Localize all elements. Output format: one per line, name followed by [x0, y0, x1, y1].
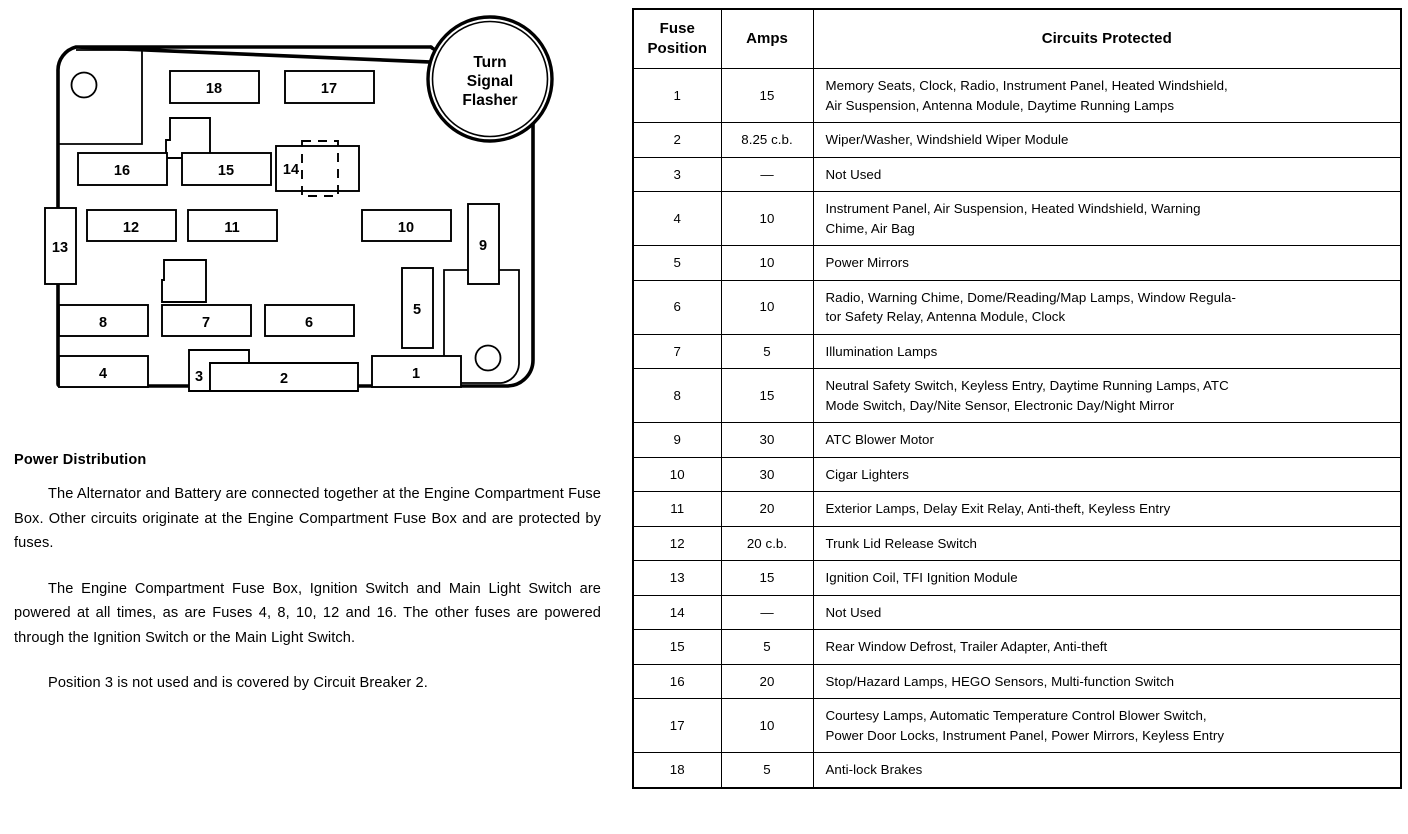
table-row [633, 157, 1401, 192]
table-row [633, 595, 1401, 630]
svg-text:4: 4 [98, 366, 108, 382]
relay-block-lower [162, 260, 206, 302]
svg-text:8: 8 [98, 315, 108, 331]
amps-cell: 15 [721, 561, 813, 596]
table-row [633, 123, 1401, 158]
amps-cell: 20 [721, 492, 813, 527]
circuits-line: Chime, Air Bag [825, 220, 915, 236]
table-row [633, 280, 1401, 334]
fuse-position-cell: 6 [633, 280, 721, 334]
svg-text:16: 16 [113, 163, 131, 179]
fuse-position-cell: 5 [633, 246, 721, 281]
fuse-position-cell: 18 [633, 753, 721, 788]
circuits-protected-cell [813, 69, 1401, 123]
circuits-line: Ignition Coil, TFI Ignition Module [825, 570, 1018, 585]
table-row [633, 334, 1401, 369]
circuits-line: Rear Window Defrost, Trailer Adapter, Anti-theft [825, 639, 1108, 654]
circuits-protected-cell [813, 492, 1401, 527]
circuits-protected-cell [813, 246, 1401, 281]
fuse-position-cell: 14 [633, 595, 721, 630]
fuse-table-head [633, 9, 1401, 69]
fuse-slot-14 [276, 141, 359, 196]
svg-text:1: 1 [411, 366, 421, 382]
column-header-circuits-protected: Circuits Protected [813, 9, 1401, 69]
circuits-protected-cell [813, 369, 1401, 423]
table-row [633, 246, 1401, 281]
amps-cell: 10 [721, 280, 813, 334]
circuits-protected-cell [813, 699, 1401, 753]
circuits-protected-cell [813, 753, 1401, 788]
table-row [633, 664, 1401, 699]
svg-text:2: 2 [279, 371, 289, 387]
fuse-slot-7 [162, 305, 251, 336]
table-row [633, 699, 1401, 753]
circuits-protected-cell [813, 157, 1401, 192]
circuits-line: Exterior Lamps, Delay Exit Relay, Anti-theft, Keyless Entry [825, 501, 1171, 516]
circuits-line: Wiper/Washer, Windshield Wiper Module [825, 132, 1069, 147]
circuits-line: Stop/Hazard Lamps, HEGO Sensors, Multi-function Switch [825, 673, 1175, 689]
fuse-position-cell: 11 [633, 492, 721, 527]
fuse-slot-18 [170, 71, 259, 103]
fuse-position-cell: 2 [633, 123, 721, 158]
svg-text:5: 5 [412, 302, 422, 318]
circuits-protected-cell [813, 664, 1401, 699]
amps-cell: — [721, 595, 813, 630]
flasher-label-line3: Flasher [462, 92, 518, 109]
svg-text:17: 17 [320, 81, 338, 97]
amps-cell: 30 [721, 423, 813, 458]
amps-cell: 15 [721, 369, 813, 423]
fuse-slot-12 [87, 210, 176, 241]
fuse-slot-1 [372, 356, 461, 387]
fuse-table-header-row [633, 9, 1401, 69]
svg-text:12: 12 [122, 220, 140, 236]
flasher-label-line1: Turn [473, 54, 507, 71]
fuse-position-cell: 1 [633, 69, 721, 123]
circuits-line: Trunk Lid Release Switch [825, 535, 977, 551]
fuse-position-cell: 7 [633, 334, 721, 369]
table-row [633, 192, 1401, 246]
circuits-line: Not Used [825, 166, 882, 182]
table-row [633, 69, 1401, 123]
power-distribution-paragraph-1: The Alternator and Battery are connected together at the Engine Compartment Fuse Box. Other circuits originate at the Engine Compartment Fuse Box and are protected by fuses. [14, 486, 601, 551]
circuits-line: tor Safety Relay, Antenna Module, Clock [825, 309, 1066, 324]
amps-cell: 10 [721, 246, 813, 281]
fuse-position-cell: 12 [633, 526, 721, 561]
fuse-position-cell: 13 [633, 561, 721, 596]
amps-cell: 10 [721, 699, 813, 753]
fuse-slot-11 [188, 210, 277, 241]
circuits-protected-cell [813, 192, 1401, 246]
table-row [633, 526, 1401, 561]
table-row [633, 423, 1401, 458]
circuits-protected-cell [813, 595, 1401, 630]
amps-cell: — [721, 157, 813, 192]
amps-cell: 5 [721, 334, 813, 369]
table-row [633, 369, 1401, 423]
svg-text:3: 3 [194, 369, 204, 385]
fuse-chart-table [632, 8, 1402, 789]
relay-hole-top-left [72, 73, 97, 98]
circuits-line: Illumination Lamps [825, 343, 938, 359]
fuse-slot-17 [285, 71, 374, 103]
table-row [633, 753, 1401, 788]
fuse-slot-9 [468, 204, 499, 284]
power-distribution-paragraph-3: Position 3 is not used and is covered by Circuit Breaker 2. [48, 675, 428, 691]
svg-text:6: 6 [304, 315, 314, 331]
svg-text:10: 10 [397, 220, 415, 236]
relay-block-upper [166, 118, 210, 158]
circuits-protected-cell [813, 280, 1401, 334]
circuits-line: Courtesy Lamps, Automatic Temperature Control Blower Switch, [825, 708, 1207, 723]
svg-text:18: 18 [205, 81, 223, 97]
svg-text:15: 15 [217, 163, 235, 179]
circuits-line: Anti-lock Brakes [825, 762, 923, 777]
fuse-position-cell: 16 [633, 664, 721, 699]
amps-cell: 20 c.b. [721, 526, 813, 561]
power-distribution-section [14, 452, 601, 696]
fuse-slot-10 [362, 210, 451, 241]
circuits-line: Neutral Safety Switch, Keyless Entry, Daytime Running Lamps, ATC [825, 378, 1229, 393]
column-header-fuse-position-line1: Fuse [659, 20, 695, 37]
amps-cell: 5 [721, 753, 813, 788]
fuse-slot-16 [78, 153, 167, 185]
table-row [633, 492, 1401, 527]
circuits-line: Cigar Lighters [825, 466, 909, 482]
svg-text:14: 14 [282, 162, 300, 178]
svg-text:7: 7 [201, 315, 211, 331]
table-row [633, 630, 1401, 665]
amps-cell: 8.25 c.b. [721, 123, 813, 158]
svg-text:11: 11 [224, 220, 240, 236]
circuits-protected-cell [813, 526, 1401, 561]
table-row [633, 457, 1401, 492]
power-distribution-paragraph-2: The Engine Compartment Fuse Box, Ignition Switch and Main Light Switch are powered at all times, as are Fuses 4, 8, 10, 12 and 16. The other fuses are powered through the Ignition Switch or the Main Light Switch. [14, 580, 601, 646]
circuits-line: Memory Seats, Clock, Radio, Instrument Panel, Heated Windshield, [825, 78, 1228, 93]
amps-cell: 15 [721, 69, 813, 123]
fuse-position-cell: 10 [633, 457, 721, 492]
left-column [0, 0, 620, 834]
amps-cell: 10 [721, 192, 813, 246]
fuse-slot-4 [59, 356, 148, 387]
fuse-position-cell: 9 [633, 423, 721, 458]
circuits-protected-cell [813, 561, 1401, 596]
amps-cell: 20 [721, 664, 813, 699]
relay-hole-bottom-right [476, 346, 501, 371]
circuits-line: Power Door Locks, Instrument Panel, Power Mirrors, Keyless Entry [825, 727, 1225, 743]
table-row [633, 561, 1401, 596]
amps-cell: 30 [721, 457, 813, 492]
fuse-table-container [632, 8, 1400, 820]
circuits-protected-cell [813, 423, 1401, 458]
circuits-line: Instrument Panel, Air Suspension, Heated Windshield, Warning [825, 201, 1201, 216]
fuse-slot-15 [182, 153, 271, 185]
amps-cell: 5 [721, 630, 813, 665]
circuits-protected-cell [813, 123, 1401, 158]
column-header-fuse-position [633, 9, 721, 69]
fuse-position-cell: 4 [633, 192, 721, 246]
fuse-table-body [633, 69, 1401, 788]
circuits-line: Mode Switch, Day/Nite Sensor, Electronic Day/Night Mirror [825, 397, 1175, 413]
circuits-protected-cell [813, 334, 1401, 369]
power-distribution-heading: Power Distribution [14, 452, 147, 468]
circuits-line: ATC Blower Motor [825, 432, 934, 447]
fuse-slot-6 [265, 305, 354, 336]
svg-text:13: 13 [51, 240, 69, 256]
circuits-protected-cell [813, 630, 1401, 665]
circuits-line: Radio, Warning Chime, Dome/Reading/Map Lamps, Window Regula- [825, 289, 1236, 305]
circuits-line: Air Suspension, Antenna Module, Daytime Running Lamps [825, 97, 1175, 113]
column-header-amps: Amps [721, 9, 813, 69]
circuits-protected-cell [813, 457, 1401, 492]
svg-text:9: 9 [478, 238, 488, 254]
column-header-fuse-position-line2: Position [647, 40, 708, 57]
fuse-position-cell: 17 [633, 699, 721, 753]
circuits-line: Not Used [825, 604, 882, 620]
fuse-position-cell: 15 [633, 630, 721, 665]
fuse-slot-13 [45, 208, 76, 284]
fuse-position-cell: 3 [633, 157, 721, 192]
fuse-position-cell: 8 [633, 369, 721, 423]
fuse-slot-3-and-2 [189, 350, 358, 391]
fuse-slot-8 [59, 305, 148, 336]
flasher-label-line2: Signal [466, 73, 514, 90]
fuse-slot-5 [402, 268, 433, 348]
circuits-line: Power Mirrors [825, 255, 909, 270]
fuse-panel-diagram [14, 14, 594, 424]
